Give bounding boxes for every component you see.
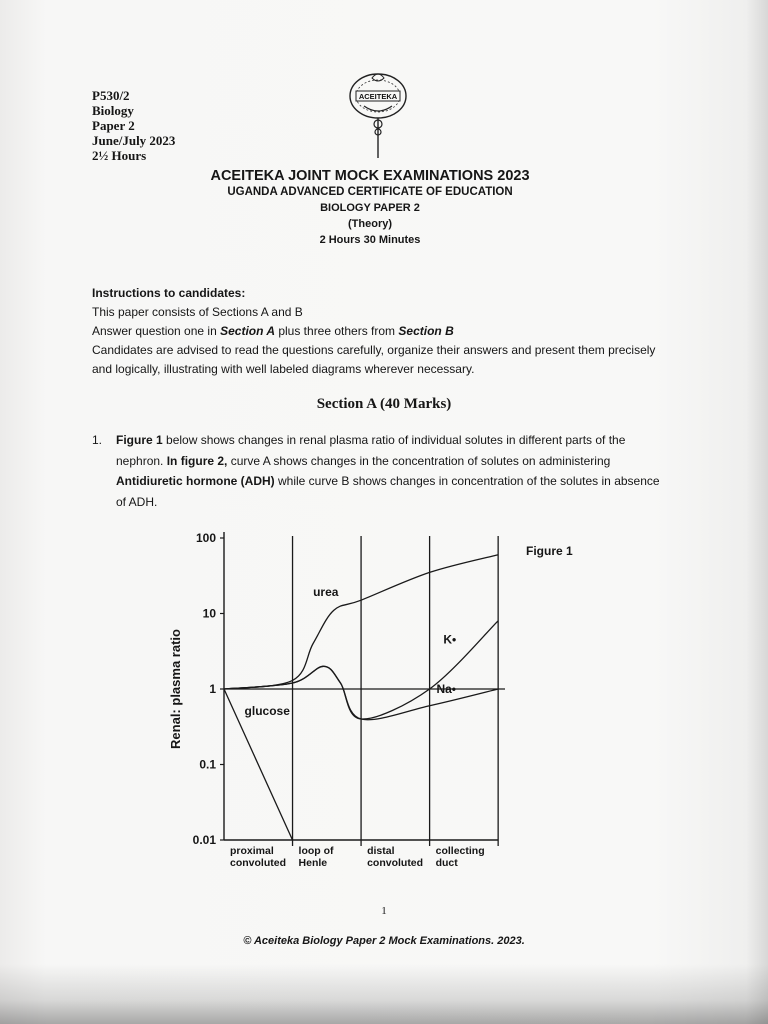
instruction-line-3: Candidates are advised to read the questions carefully, organize their answers and present them precisely and logically, illustrating with well labeled diagrams wherever necessary. xyxy=(92,343,656,376)
question-text-part: while curve B shows changes in concentration of the solutes in absence of ADH. xyxy=(116,474,660,509)
instructions-label: Instructions to candidates: xyxy=(92,286,246,300)
instruction-text: Answer question one in xyxy=(92,324,221,338)
region-label: collecting xyxy=(435,845,485,857)
instruction-line-2 xyxy=(92,322,662,341)
y-tick-label: 0.1 xyxy=(199,757,216,772)
region-label: proximal xyxy=(230,845,274,857)
paper-time: 2 Hours 30 Minutes xyxy=(319,234,421,246)
question-1 xyxy=(92,430,662,512)
figure-1-chart xyxy=(150,520,590,880)
y-axis-label: Renal: plasma ratio xyxy=(168,629,183,749)
y-tick-label: 10 xyxy=(202,606,216,621)
page-edge-shadow xyxy=(746,0,768,1024)
paper-session: June/July 2023 xyxy=(92,133,176,148)
paper-type: (Theory) xyxy=(348,218,392,230)
region-label: convoluted xyxy=(230,857,287,869)
region-label: loop of xyxy=(298,845,334,857)
region-label: distal xyxy=(367,845,395,857)
region-label: duct xyxy=(435,857,458,869)
series-label: K• xyxy=(443,632,457,647)
chart-regions xyxy=(230,536,498,869)
series-label: urea xyxy=(313,585,339,600)
page-bottom-shadow xyxy=(0,964,768,1024)
question-text-part: curve A shows changes in the concentration of solutes on administering xyxy=(227,453,611,468)
figure-2-ref: In figure 2, xyxy=(166,453,228,468)
chart-labels xyxy=(245,544,573,718)
paper-meta xyxy=(92,88,175,163)
question-text-part: below shows changes in renal plasma ratio of individual solutes in different parts of the nephron. xyxy=(116,433,626,468)
y-tick-label: 1 xyxy=(209,682,216,696)
region-label: convoluted xyxy=(367,857,424,869)
paper-code: P530/2 xyxy=(92,88,130,103)
instruction-text: plus three others from xyxy=(275,324,399,338)
instruction-line-1: This paper consists of Sections A and B xyxy=(92,305,303,319)
chart-title: Figure 1 xyxy=(526,544,573,558)
series-label: Na• xyxy=(436,682,457,697)
y-tick-label: 100 xyxy=(195,531,216,545)
instructions xyxy=(92,284,662,379)
paper-number: Paper 2 xyxy=(92,118,135,133)
paper-subject: Biology xyxy=(92,103,134,118)
exam-title: ACEITEKA JOINT MOCK EXAMINATIONS 2023 xyxy=(210,168,530,184)
logo-text: ACEITEKA xyxy=(358,92,398,101)
section-b-ref: Section B xyxy=(398,324,454,338)
question-text xyxy=(116,430,662,512)
series-label: glucose xyxy=(244,704,290,719)
copyright-footer: © Aceiteka Biology Paper 2 Mock Examinations. 2023. xyxy=(243,935,525,947)
section-a-title: Section A (40 Marks) xyxy=(316,396,452,412)
exam-subtitle: UGANDA ADVANCED CERTIFICATE OF EDUCATION xyxy=(227,186,513,198)
page-number: 1 xyxy=(381,905,387,917)
figure-1-ref: Figure 1 xyxy=(116,433,163,447)
y-tick-label: 0.01 xyxy=(192,833,216,847)
region-label: Henle xyxy=(298,857,328,869)
question-number: 1. xyxy=(92,433,103,447)
aceiteka-logo-icon xyxy=(338,66,418,162)
section-a-ref: Section A xyxy=(220,324,275,338)
paper-title: BIOLOGY PAPER 2 xyxy=(320,202,420,214)
adh-term: Antidiuretic hormone (ADH) xyxy=(116,474,275,488)
paper-duration: 2½ Hours xyxy=(92,148,147,163)
exam-heading xyxy=(150,168,590,248)
